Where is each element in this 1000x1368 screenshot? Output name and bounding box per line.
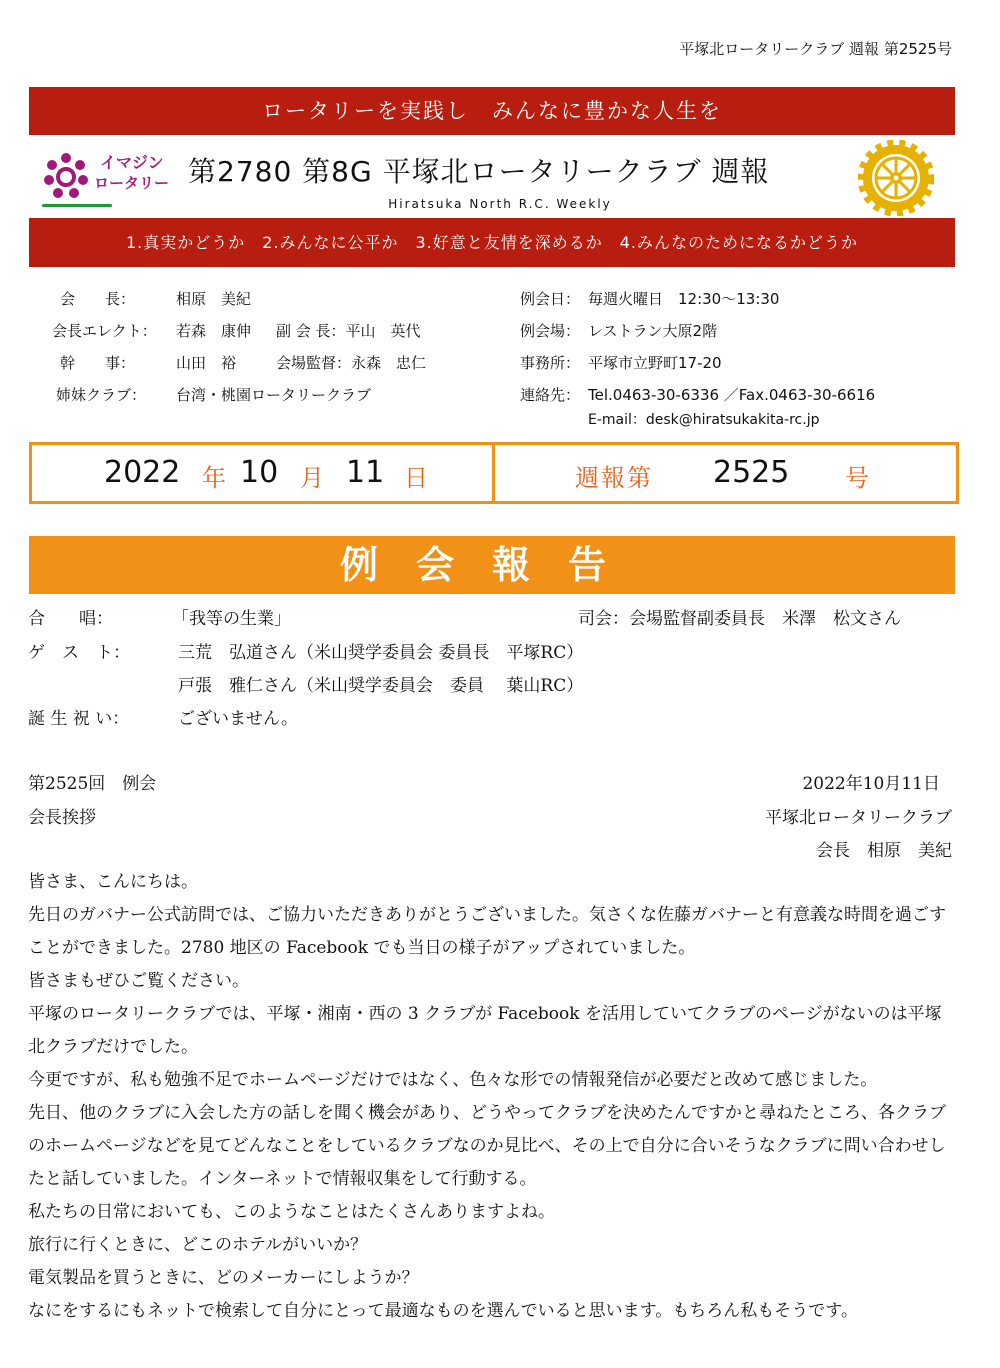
- venue-row: [520, 320, 717, 341]
- contact-label: 連絡先：: [520, 386, 581, 404]
- body-paragraph: 私たちの日常においても、このようなことはたくさんありますよね。: [28, 1202, 555, 1222]
- meeting-day: 毎週火曜日 12:30〜13:30: [588, 290, 780, 308]
- date-day-unit: 日: [404, 464, 428, 492]
- page-subtitle: Hiratsuka North R.C. Weekly: [388, 197, 612, 211]
- date-box: [29, 442, 495, 504]
- body-paragraph: 先日、他のクラブに入会した方の話しを聞く機会があり、どうやってクラブを決めたんですかと尋ねたところ、各クラブのホームページなどを見てどんなことをしているクラブなのか見比べ、その上で自分に合いそうなクラブに問い合わせしたと話していました。インターネットで情報収集をして行動する。: [28, 1103, 946, 1189]
- motto-banner: [29, 87, 955, 135]
- body-paragraph: 皆さま、こんにちは。: [28, 872, 198, 892]
- issue-reference: 平塚北ロータリークラブ 週報 第2525号: [679, 40, 952, 58]
- date-year: 2022: [104, 455, 181, 490]
- email-link[interactable]: E-mail：desk@hiratsukakita-rc.jp: [588, 412, 820, 428]
- motto-text: ロータリーを実践し みんなに豊かな人生を: [262, 99, 722, 123]
- guest-1: 三荒 弘道さん（米山奨学委員会 委員長 平塚RC）: [178, 643, 584, 663]
- secretary-name: 山田 裕: [176, 354, 237, 372]
- four-way-test-banner: [29, 218, 955, 267]
- meeting-day-row: [520, 288, 779, 309]
- contact-row: [520, 384, 875, 405]
- issue-unit: 号: [845, 464, 869, 492]
- birthday-label: 誕 生 祝 い：: [28, 709, 130, 729]
- sister-name: 台湾・桃園ロータリークラブ: [176, 386, 372, 404]
- section-title: 会長挨拶: [28, 808, 96, 828]
- meeting-date: 2022年10月11日: [802, 774, 940, 794]
- elect-name: 若森 康伸: [176, 322, 252, 340]
- date-year-unit: 年: [202, 464, 226, 492]
- birthday-value: ございません。: [178, 709, 299, 729]
- office-label: 事務所：: [520, 354, 581, 372]
- secretary-row: [60, 352, 426, 373]
- date-day: 11: [346, 455, 385, 490]
- chorus-label: 合 唱：: [28, 609, 113, 629]
- body-paragraph: 先日のガバナー公式訪問では、ご協力いただきありがとうございました。気さくな佐藤ガバナーと有意義な時間を過ごすことができました。2780 地区の Facebook でも当日の様子がアップされていました。: [28, 905, 946, 958]
- logo-line2: ロータリー: [94, 174, 170, 192]
- venue: レストラン大原2階: [588, 322, 718, 340]
- report-heading: 例会報告: [29, 536, 955, 594]
- body-paragraph: なにをするにもネットで検索して自分にとって最適なものを選んでいると思います。もちろん私もそうです。: [28, 1301, 858, 1321]
- vice-label: 副 会 長：: [276, 322, 346, 340]
- flower-icon: [42, 152, 90, 200]
- mc-text: 司会：会場監督副委員長 米澤 松文さん: [578, 609, 901, 629]
- body-paragraph: 電気製品を買うときに、どのメーカーにしようか？: [28, 1268, 419, 1288]
- logo-line1: イマジン: [100, 153, 164, 172]
- sergeant-label: 会場監督：: [276, 354, 352, 372]
- page-title: 第2780 第8G 平塚北ロータリークラブ 週報: [188, 155, 770, 188]
- vice-name: 平山 英代: [345, 322, 421, 340]
- body-paragraph: 今更ですが、私も勉強不足でホームページだけではなく、色々な形での情報発信が必要だと改めて感じました。: [28, 1070, 878, 1090]
- chorus-value: 「我等の生業」: [172, 609, 291, 629]
- venue-label: 例会場：: [520, 322, 581, 340]
- speaker-name: 会長 相原 美紀: [816, 841, 952, 861]
- elect-label: 会長エレクト：: [52, 322, 157, 340]
- issue-label: 週報第: [575, 464, 653, 492]
- body-paragraph: 平塚のロータリークラブでは、平塚・湘南・西の 3 クラブが Facebook を活用していてクラブのページがないのは平塚北クラブだけでした。: [28, 1004, 942, 1057]
- body-paragraph: 皆さまもぜひご覧ください。: [28, 971, 249, 991]
- issue-box: [492, 442, 959, 504]
- date-month: 10: [240, 455, 279, 490]
- date-month-unit: 月: [300, 464, 324, 492]
- meeting-day-label: 例会日：: [520, 290, 581, 308]
- elect-row: [52, 320, 421, 341]
- contact: Tel.0463-30-6336 ／Fax.0463-30-6616: [588, 386, 876, 404]
- office: 平塚市立野町17-20: [588, 354, 722, 372]
- meeting-number: 第2525回 例会: [28, 774, 157, 794]
- sister-club-row: [56, 384, 371, 405]
- office-row: [520, 352, 722, 373]
- club-name: 平塚北ロータリークラブ: [765, 808, 952, 828]
- sergeant-name: 永森 忠仁: [351, 354, 427, 372]
- secretary-label: 幹 事：: [60, 354, 136, 372]
- president-name: 相原 美紀: [176, 290, 252, 308]
- president-label: 会 長：: [60, 290, 136, 308]
- sister-label: 姉妹クラブ：: [56, 386, 147, 404]
- guest-2: 戸張 雅仁さん（米山奨学委員会 委員 葉山RC）: [178, 676, 584, 696]
- issue-number: 2525: [713, 455, 790, 490]
- four-way-test-text: 1.真実かどうか 2.みんなに公平か 3.好意と友情を深めるか 4.みんなのためになるかどうか: [125, 233, 859, 252]
- body-paragraph: 旅行に行くときに、どこのホテルがいいか？: [28, 1235, 368, 1255]
- president-row: [60, 288, 251, 309]
- guest-label: ゲ ス ト：: [28, 643, 130, 663]
- greeting-body: [28, 866, 958, 1328]
- rotary-wheel-icon: [858, 140, 934, 216]
